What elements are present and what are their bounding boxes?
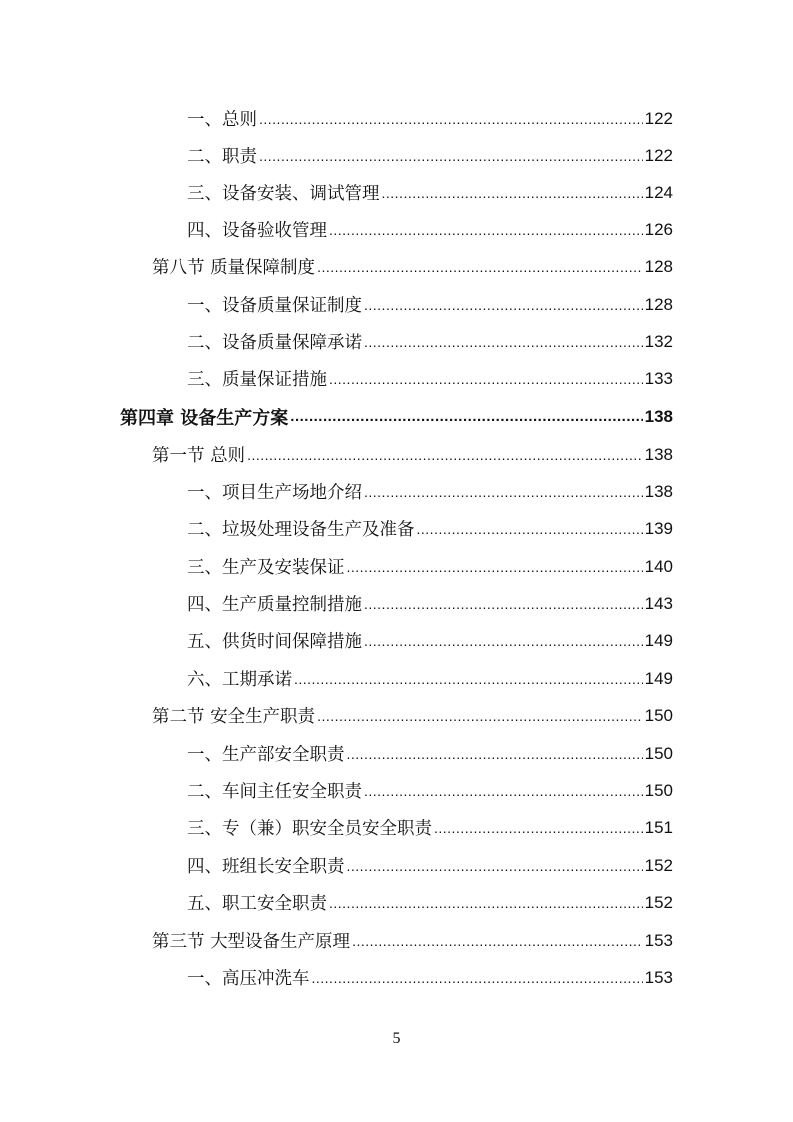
toc-entry-label: 四、生产质量控制措施: [187, 595, 362, 615]
toc-leader-dots: [317, 256, 643, 277]
toc-leader-dots: [434, 817, 643, 838]
toc-entry-page: 122: [644, 108, 673, 128]
toc-entry-label: 第四章 设备生产方案: [120, 407, 289, 429]
toc-entry-label: 五、职工安全职责: [187, 894, 327, 914]
toc-leader-dots: [290, 406, 642, 428]
toc-entry-page: 149: [644, 668, 673, 688]
toc-entry[interactable]: [187, 622, 673, 659]
toc-leader-dots: [364, 294, 643, 315]
toc-entry-page: 139: [644, 518, 673, 538]
toc-entry-label: 第八节 质量保障制度: [152, 258, 316, 278]
toc-entry[interactable]: [187, 360, 673, 397]
toc-entry-page: 128: [644, 294, 673, 314]
toc-entry-label: 第三节 大型设备生产原理: [152, 932, 351, 952]
toc-leader-dots: [259, 145, 643, 166]
toc-entry-page: 152: [644, 855, 673, 875]
toc-entry[interactable]: [187, 137, 673, 174]
toc-entry-page: 150: [644, 780, 673, 800]
toc-leader-dots: [317, 705, 643, 726]
toc-entry-page: 126: [644, 219, 673, 239]
toc-entry[interactable]: [187, 473, 673, 510]
toc-entry-page: 122: [644, 145, 673, 165]
toc-section-entry[interactable]: [152, 436, 673, 473]
toc-entry-label: 二、职责: [187, 147, 257, 167]
toc-leader-dots: [347, 556, 643, 577]
toc-entry-label: 第一节 总则: [152, 446, 246, 466]
toc-entry-label: 三、质量保证措施: [187, 370, 327, 390]
toc-entry-label: 五、供货时间保障措施: [187, 632, 362, 652]
toc-leader-dots: [364, 331, 643, 352]
toc-leader-dots: [294, 668, 643, 689]
toc-leader-dots: [382, 182, 643, 203]
toc-entry[interactable]: [187, 548, 673, 585]
toc-entry-label: 三、专（兼）职安全员安全职责: [187, 819, 432, 839]
toc-entry[interactable]: [187, 660, 673, 697]
toc-chapter-entry[interactable]: [120, 398, 673, 435]
toc-entry-page: 153: [644, 967, 673, 987]
toc-leader-dots: [329, 892, 643, 913]
toc-leader-dots: [247, 444, 643, 465]
toc-leader-dots: [259, 108, 643, 129]
toc-entry-label: 四、设备验收管理: [187, 221, 327, 241]
toc-entry-label: 二、设备质量保障承诺: [187, 333, 362, 353]
toc-entry-label: 一、设备质量保证制度: [187, 296, 362, 316]
toc-entry-page: 140: [644, 556, 673, 576]
toc-leader-dots: [417, 518, 643, 539]
toc-entry[interactable]: [187, 100, 673, 137]
toc-leader-dots: [312, 967, 643, 988]
toc-entry-label: 三、生产及安装保证: [187, 558, 345, 578]
toc-entry-page: 151: [644, 817, 673, 837]
toc-section-entry[interactable]: [152, 697, 673, 734]
toc-entry-page: 128: [644, 256, 673, 276]
toc-entry-page: 138: [644, 481, 673, 501]
toc-leader-dots: [364, 630, 643, 651]
toc-entry-label: 二、车间主任安全职责: [187, 782, 362, 802]
toc-entry-label: 一、生产部安全职责: [187, 745, 345, 765]
toc-entry[interactable]: [187, 735, 673, 772]
toc-entry-page: 150: [644, 705, 673, 725]
toc-entry-page: 138: [644, 406, 673, 426]
toc-entry-label: 二、垃圾处理设备生产及准备: [187, 520, 415, 540]
toc-entry[interactable]: [187, 323, 673, 360]
toc-entry-page: 152: [644, 892, 673, 912]
toc-section-entry[interactable]: [152, 922, 673, 959]
toc-entry[interactable]: [187, 510, 673, 547]
toc-entry-page: 143: [644, 593, 673, 613]
toc-entry-label: 六、工期承诺: [187, 670, 292, 690]
toc-entry-page: 149: [644, 630, 673, 650]
toc-leader-dots: [364, 593, 643, 614]
toc-entry-page: 132: [644, 331, 673, 351]
toc-leader-dots: [329, 219, 643, 240]
toc-entry[interactable]: [187, 809, 673, 846]
toc-entry[interactable]: [187, 286, 673, 323]
toc-entry-label: 四、班组长安全职责: [187, 857, 345, 877]
toc-entry[interactable]: [187, 884, 673, 921]
toc-leader-dots: [347, 855, 643, 876]
page-number: 5: [392, 1030, 401, 1047]
toc-entry-page: 124: [644, 182, 673, 202]
toc-entry-label: 一、总则: [187, 110, 257, 130]
toc-leader-dots: [347, 743, 643, 764]
toc-entry-label: 一、高压冲洗车: [187, 969, 310, 989]
toc-entry-page: 138: [644, 444, 673, 464]
toc-entry[interactable]: [187, 959, 673, 996]
toc-entry[interactable]: [187, 772, 673, 809]
toc-entry-page: 150: [644, 743, 673, 763]
toc-leader-dots: [364, 481, 643, 502]
toc-entry[interactable]: [187, 174, 673, 211]
toc-section-entry[interactable]: [152, 248, 673, 285]
toc-entry-label: 一、项目生产场地介绍: [187, 483, 362, 503]
toc-entry-label: 第二节 安全生产职责: [152, 707, 316, 727]
toc-entry-page: 133: [644, 368, 673, 388]
toc-entry[interactable]: [187, 847, 673, 884]
toc-leader-dots: [364, 780, 643, 801]
toc-leader-dots: [329, 368, 643, 389]
toc-entry[interactable]: [187, 585, 673, 622]
toc-entry-page: 153: [644, 930, 673, 950]
toc-entry[interactable]: [187, 211, 673, 248]
toc-leader-dots: [352, 930, 643, 951]
toc-entry-label: 三、设备安装、调试管理: [187, 184, 380, 204]
